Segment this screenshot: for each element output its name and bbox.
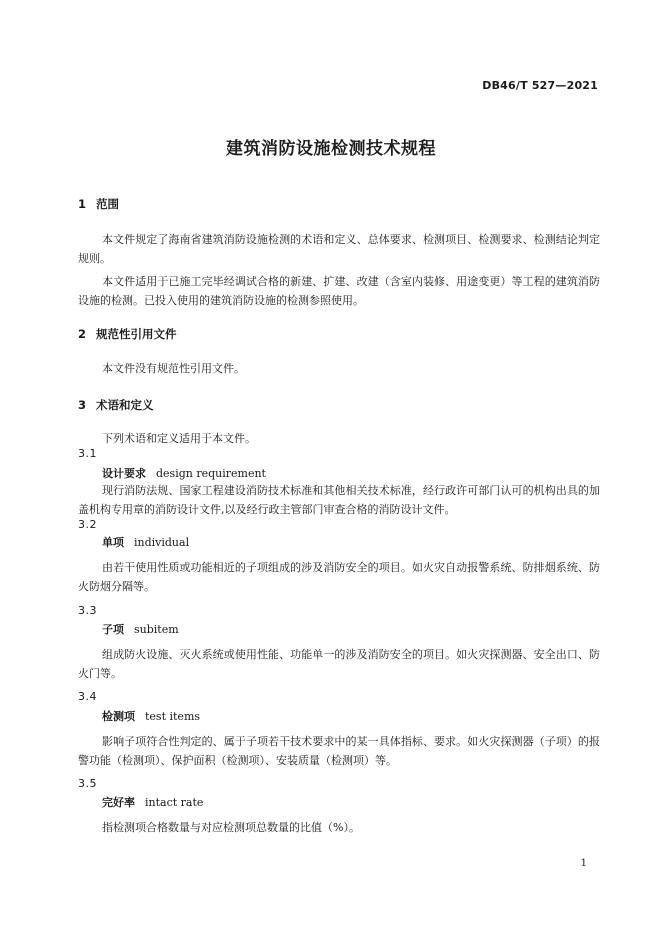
section-3-heading (78, 397, 154, 413)
term-3-2-definition: 由若干使用性质或功能相近的子项组成的涉及消防安全的项目。如火灾自动报警系统、防排烟系统、防火防烟分隔等。 (78, 561, 600, 593)
term-3-1-en: design requirement (156, 467, 266, 480)
term-3-2-en: individual (134, 536, 190, 549)
section-1-paragraph-1: 本文件规定了海南省建筑消防设施检测的术语和定义、总体要求、检测项目、检测要求、检测结论判定规则。 (78, 233, 600, 265)
term-3-1-cn: 设计要求 (102, 467, 146, 480)
section-2-heading (78, 326, 177, 342)
term-3-4-cn: 检测项 (102, 710, 135, 723)
section-3-title: 术语和定义 (96, 398, 154, 412)
term-3-3-number: 3.3 (78, 604, 97, 617)
section-1-paragraph-2: 本文件适用于已施工完毕经调试合格的新建、扩建、改建（含室内装修、用途变更）等工程的建筑消防设施的检测。已投入使用的建筑消防设施的检测参照使用。 (78, 275, 600, 307)
term-3-4-en: test items (145, 710, 201, 723)
term-3-3-en: subitem (134, 623, 179, 636)
term-3-1-definition: 现行消防法规、国家工程建设消防技术标准和其他相关技术标准，经行政许可部门认可的机构出具的加盖机构专用章的消防设计文件,以及经行政主管部门审查合格的消防设计文件。 (78, 484, 600, 516)
section-1-number: 1 (78, 197, 87, 211)
term-3-2-number: 3.2 (78, 518, 97, 531)
term-3-5-number: 3.5 (78, 777, 97, 790)
term-3-4-definition: 影响子项符合性判定的、属于子项若干技术要求中的某一具体指标、要求。如火灾探测器（子项）的报警功能（检测项）、保护面积（检测项）、安装质量（检测项）等。 (78, 735, 600, 767)
document-code: DB46/T 527—2021 (482, 79, 598, 92)
section-1-heading (78, 196, 119, 212)
term-3-5-heading (102, 794, 203, 810)
term-3-3-definition: 组成防火设施、灭火系统或使用性能、功能单一的涉及消防安全的项目。如火灾探测器、安全出口、防火门等。 (78, 648, 600, 680)
term-3-1-heading (102, 465, 266, 481)
term-3-2-cn: 单项 (102, 536, 124, 549)
term-3-5-definition: 指检测项合格数量与对应检测项总数量的比值（%）。 (102, 821, 360, 834)
term-3-3-heading (102, 621, 179, 637)
section-2-title: 规范性引用文件 (96, 327, 177, 341)
term-3-1-number: 3.1 (78, 447, 97, 460)
term-3-3-cn: 子项 (102, 623, 124, 636)
section-3-intro: 下列术语和定义适用于本文件。 (102, 432, 256, 445)
term-3-4-heading (102, 708, 200, 724)
page-number: 1 (580, 858, 587, 869)
section-2-number: 2 (78, 327, 87, 341)
term-3-5-en: intact rate (145, 796, 204, 809)
term-3-2-heading (102, 534, 189, 550)
term-3-4-number: 3.4 (78, 690, 97, 703)
section-2-paragraph-1: 本文件没有规范性引用文件。 (102, 362, 245, 375)
term-3-5-cn: 完好率 (102, 796, 135, 809)
section-1-title: 范围 (96, 197, 119, 211)
section-3-number: 3 (78, 398, 87, 412)
document-title: 建筑消防设施检测技术规程 (226, 139, 436, 159)
